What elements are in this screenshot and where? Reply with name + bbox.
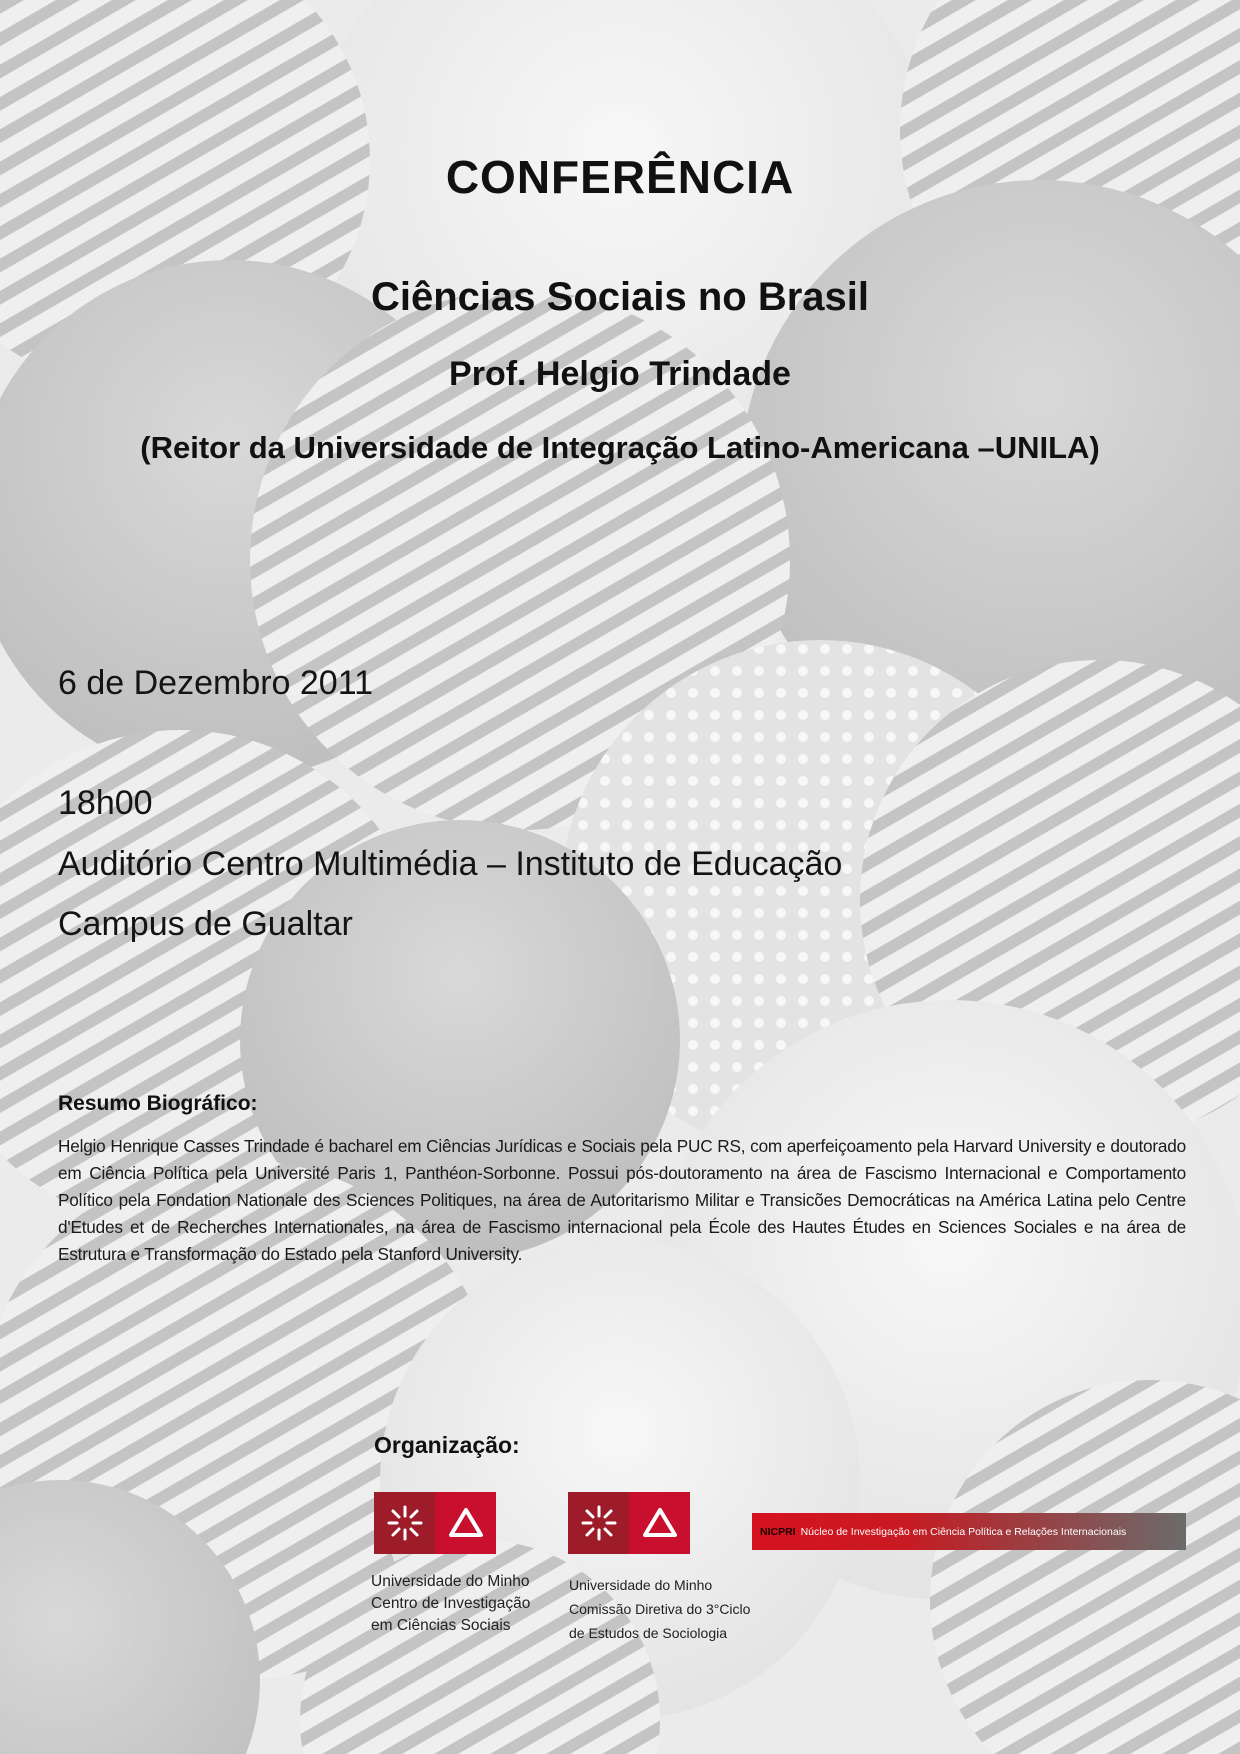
event-date: 6 de Dezembro 2011 xyxy=(58,664,374,702)
event-venue: Auditório Centro Multimédia – Instituto de Educação xyxy=(58,845,843,883)
uminho-triangle-icon xyxy=(435,1492,496,1554)
page-title: CONFERÊNCIA xyxy=(445,151,795,203)
nicpri-name: Núcleo de Investigação em Ciência Política e Relações Internacionais xyxy=(800,1525,1127,1538)
nicpri-logo-banner xyxy=(752,1513,1186,1550)
uminho-star-icon xyxy=(568,1492,629,1554)
speaker-affiliation: (Reitor da Universidade de Integração Latino-Americana –UNILA) xyxy=(140,430,1100,465)
org1-line1: Universidade do Minho xyxy=(371,1573,530,1590)
uminho-logo xyxy=(568,1492,690,1554)
org1-caption xyxy=(371,1571,530,1637)
uminho-triangle-icon xyxy=(629,1492,690,1554)
bio-text: Helgio Henrique Casses Trindade é bacharel em Ciências Jurídicas e Sociais pela PUC RS, com aperfeiçoamento pela Harvard University e doutorado em Ciência Política pela Université Paris 1, Panthéon-Sorbonne. Possui pós-doutoramento na área de Fascismo Internacional e Comportamento Político pela Fondation Nationale des Sciences Politiques, na área de Autoritarismo Militar e Transicões Democráticas na América Latina pelo Centre d'Etudes et de Recherches Internationales, na área de Fascismo internacional pela École des Hautes Études en Sciences Sociales e na área de Estrutura e Transformação do Estado pela Stanford University. xyxy=(58,1136,1186,1264)
org2-caption xyxy=(569,1573,750,1645)
conference-subtitle: Ciências Sociais no Brasil xyxy=(371,275,869,319)
uminho-logo xyxy=(374,1492,496,1554)
organization-heading: Organização: xyxy=(374,1432,520,1458)
nicpri-acronym: NICPRI xyxy=(760,1525,796,1538)
org2-line1: Universidade do Minho xyxy=(569,1577,713,1593)
bio-heading: Resumo Biográfico: xyxy=(58,1092,258,1115)
org2-line2: Comissão Diretiva do 3°Ciclo xyxy=(569,1601,751,1617)
uminho-star-icon xyxy=(374,1492,435,1554)
org1-line3: em Ciências Sociais xyxy=(371,1617,511,1634)
speaker-name: Prof. Helgio Trindade xyxy=(449,355,791,393)
event-campus: Campus de Gualtar xyxy=(58,905,353,943)
org2-line3: de Estudos de Sociologia xyxy=(569,1625,727,1641)
org1-line2: Centro de Investigação xyxy=(371,1595,531,1612)
event-time: 18h00 xyxy=(58,784,153,822)
